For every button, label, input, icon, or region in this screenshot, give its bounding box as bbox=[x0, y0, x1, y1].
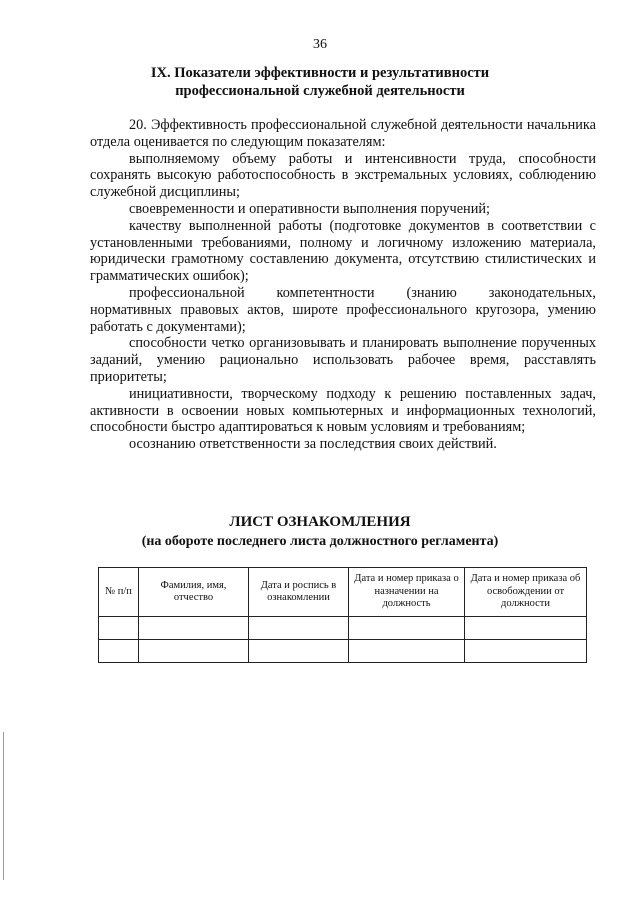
indicators-body bbox=[90, 117, 596, 453]
table-cell bbox=[349, 617, 465, 640]
column-header-signature-date: Дата и роспись в ознакомлении bbox=[249, 568, 349, 617]
table-cell bbox=[349, 640, 465, 663]
paragraph-intro: 20. Эффективность профессиональной служебной деятельности начальника отдела оценивается по следующим показателям: bbox=[90, 117, 596, 150]
column-header-appointment-order: Дата и номер приказа о назначении на должность bbox=[349, 568, 465, 617]
paragraph-competence: профессиональной компетентности (знанию законодательных, нормативных правовых актов, широте профессионального кругозора, умению работать с документами); bbox=[90, 284, 596, 335]
paragraph-workload: выполняемому объему работы и интенсивности труда, способности сохранять высокую работоспособность в экстремальных условиях, соблюдению служебной дисциплины; bbox=[90, 150, 596, 201]
table-cell bbox=[465, 617, 587, 640]
acknowledgement-title: ЛИСТ ОЗНАКОМЛЕНИЯ bbox=[229, 514, 411, 530]
table-cell bbox=[139, 640, 249, 663]
table-cell bbox=[139, 617, 249, 640]
section-title bbox=[120, 64, 520, 100]
table-row bbox=[99, 640, 587, 663]
paragraph-organization: способности четко организовывать и планировать выполнение порученных заданий, умению рационально использовать рабочее время, расставлять приоритеты; bbox=[90, 335, 596, 385]
table-cell bbox=[249, 640, 349, 663]
column-header-number: № п/п bbox=[99, 568, 139, 617]
column-header-dismissal-order: Дата и номер приказа об освобождении от должности bbox=[465, 568, 587, 617]
paragraph-quality: качеству выполненной работы (подготовке документов в соответствии с установленными требованиями, полному и логичному изложению материала, юридически грамотному составлению документа, отсутствию стилистических и грамматических ошибок); bbox=[90, 217, 596, 285]
table-row bbox=[99, 617, 587, 640]
page-number: 36 bbox=[313, 37, 327, 52]
table-header-row bbox=[99, 568, 587, 617]
section-title-line-2: профессиональной служебной деятельности bbox=[175, 83, 465, 99]
paragraph-responsibility: осознанию ответственности за последствия своих действий. bbox=[129, 436, 497, 453]
table-cell bbox=[99, 640, 139, 663]
paragraph-timeliness: своевременности и оперативности выполнения поручений; bbox=[129, 200, 490, 217]
section-title-line-1: IX. Показатели эффективности и результативности bbox=[150, 65, 490, 81]
scan-edge-mark bbox=[3, 732, 4, 880]
table-cell bbox=[249, 617, 349, 640]
table-cell bbox=[465, 640, 587, 663]
paragraph-initiative: инициативности, творческому подходу к решению поставленных задач, активности в освоении новых компьютерных и информационных технологий, способности быстро адаптироваться к новым условиям и требованиям; bbox=[90, 385, 596, 436]
table-cell bbox=[99, 617, 139, 640]
column-header-full-name: Фамилия, имя, отчество bbox=[139, 568, 249, 617]
acknowledgement-subtitle: (на обороте последнего листа должностного регламента) bbox=[141, 534, 499, 549]
acknowledgement-table bbox=[98, 567, 587, 663]
